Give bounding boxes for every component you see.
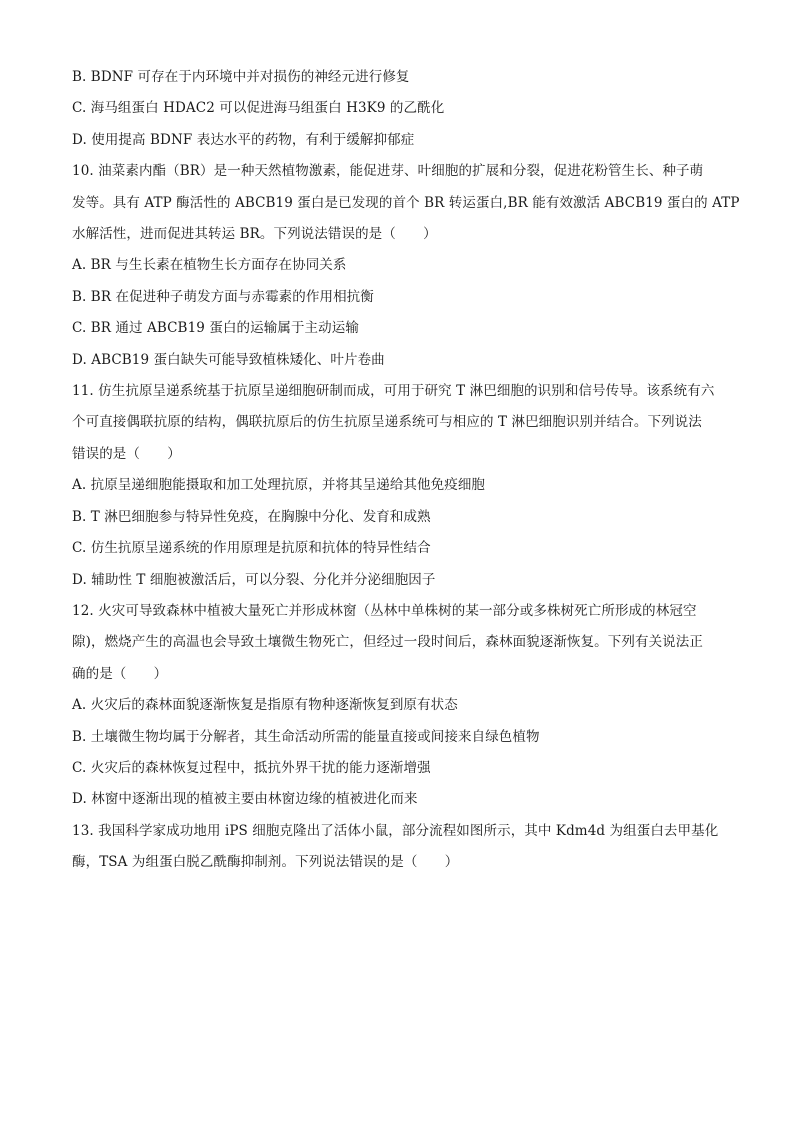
question-13-line-1: 13. 我国科学家成功地用 iPS 细胞克隆出了活体小鼠，部分流程如图所示，其中 Kdm4d 为组蛋白去甲基化 xyxy=(72,822,719,839)
question-13-line-2: 酶，TSA 为组蛋白脱乙酰酶抑制剂。下列说法错误的是（ ） xyxy=(72,854,459,871)
option-12a: A. 火灾后的森林面貌逐渐恢复是指原有物种逐渐恢复到原有状态 xyxy=(72,697,458,714)
question-11-line-2: 个可直接偶联抗原的结构，偶联抗原后的仿生抗原呈递系统可与相应的 T 淋巴细胞识别并结合。下列说法 xyxy=(72,414,702,431)
option-10b: B. BR 在促进种子萌发方面与赤霉素的作用相抗衡 xyxy=(72,288,374,305)
question-11-line-3: 错误的是（ ） xyxy=(72,445,181,462)
option-9b: B. BDNF 可存在于内环境中并对损伤的神经元进行修复 xyxy=(72,69,410,85)
question-10-line-2: 发等。具有 ATP 酶活性的 ABCB19 蛋白是已发现的首个 BR 转运蛋白,BR 能有效激活 ABCB19 蛋白的 ATP xyxy=(72,194,740,211)
question-12-line-2: 隙)，燃烧产生的高温也会导致土壤微生物死亡，但经过一段时间后，森林面貌逐渐恢复。下列有关说法正 xyxy=(72,634,703,651)
question-12-line-1: 12. 火灾可导致森林中植被大量死亡并形成林窗（丛林中单株树的某一部分或多株树死亡所形成的林冠空 xyxy=(72,602,697,619)
option-11b: B. T 淋巴细胞参与特异性免疫，在胸腺中分化、发育和成熟 xyxy=(72,508,431,525)
question-12-line-3: 确的是（ ） xyxy=(72,665,168,682)
option-11c: C. 仿生抗原呈递系统的作用原理是抗原和抗体的特异性结合 xyxy=(72,540,431,557)
question-11-line-1: 11. 仿生抗原呈递系统基于抗原呈递细胞研制而成，可用于研究 T 淋巴细胞的识别和信号传导。该系统有六 xyxy=(72,383,715,400)
option-9d: D. 使用提高 BDNF 表达水平的药物，有利于缓解抑郁症 xyxy=(72,131,415,148)
option-10d: D. ABCB19 蛋白缺失可能导致植株矮化、叶片卷曲 xyxy=(72,351,385,368)
option-10a: A. BR 与生长素在植物生长方面存在协同关系 xyxy=(72,257,347,274)
question-10-line-1: 10. 油菜素内酯（BR）是一种天然植物激素，能促进芽、叶细胞的扩展和分裂，促进花粉管生长、种子萌 xyxy=(72,163,704,180)
option-12b: B. 土壤微生物均属于分解者，其生命活动所需的能量直接或间接来自绿色植物 xyxy=(72,728,540,745)
option-11d: D. 辅助性 T 细胞被激活后，可以分裂、分化并分泌细胞因子 xyxy=(72,571,436,588)
option-12d: D. 林窗中逐渐出现的植被主要由林窗边缘的植被进化而来 xyxy=(72,791,418,808)
option-11a: A. 抗原呈递细胞能摄取和加工处理抗原，并将其呈递给其他免疫细胞 xyxy=(72,477,486,494)
question-10-line-3: 水解活性，进而促进其转运 BR。下列说法错误的是（ ） xyxy=(72,226,437,243)
option-12c: C. 火灾后的森林恢复过程中，抵抗外界干扰的能力逐渐增强 xyxy=(72,759,431,776)
option-10c: C. BR 通过 ABCB19 蛋白的运输属于主动运输 xyxy=(72,320,359,337)
option-9c: C. 海马组蛋白 HDAC2 可以促进海马组蛋白 H3K9 的乙酰化 xyxy=(72,100,445,117)
document-page xyxy=(72,62,740,879)
